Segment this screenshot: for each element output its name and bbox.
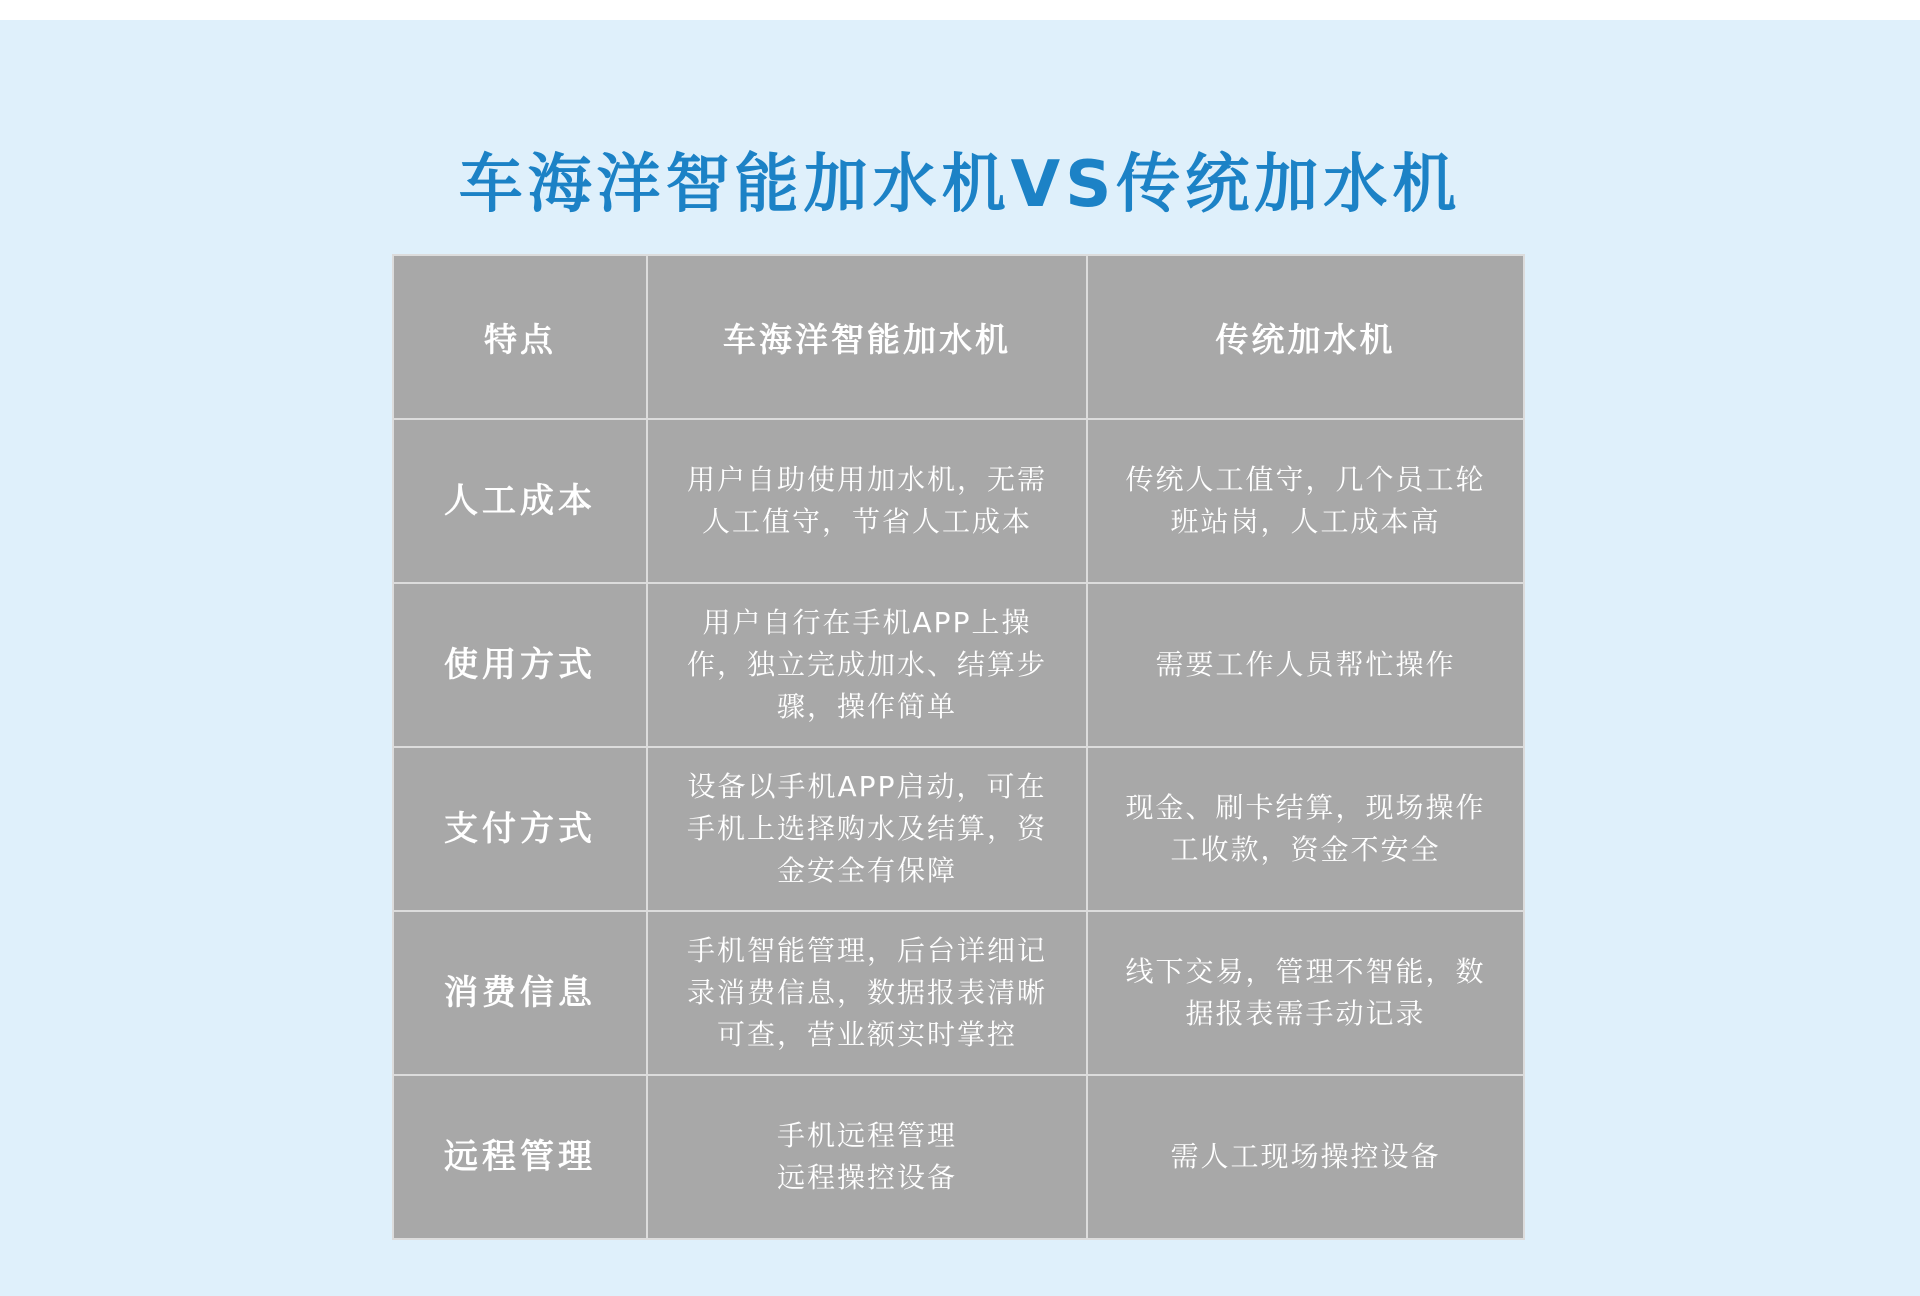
row-feature-label: 远程管理 [393,1075,647,1239]
comparison-table-container [392,254,1523,1240]
cell-text-line: 需人工现场操控设备 [1170,1140,1441,1173]
traditional-cell [1087,1075,1524,1239]
table-row [393,419,1524,583]
cell-text-line: 远程操控设备 [776,1161,957,1194]
table-row [393,1075,1524,1239]
cell-text-line: 工收款，资金不安全 [1170,833,1441,866]
table-row [393,911,1524,1075]
cell-text-line: 设备以手机APP启动，可在 [687,770,1047,803]
smart-cell [647,583,1087,747]
cell-text-line: 作，独立完成加水、结算步 [686,648,1047,681]
smart-cell [647,911,1087,1075]
cell-text-line: 手机智能管理，后台详细记 [686,934,1047,967]
row-feature-label: 支付方式 [393,747,647,911]
cell-text-line: 录消费信息，数据报表清晰 [686,976,1047,1009]
cell-text-line: 用户自行在手机APP上操 [702,606,1032,639]
smart-cell [647,1075,1087,1239]
table-row [393,747,1524,911]
traditional-cell [1087,911,1524,1075]
header-smart-machine: 车海洋智能加水机 [647,255,1087,419]
header-traditional-machine: 传统加水机 [1087,255,1524,419]
row-feature-label: 消费信息 [393,911,647,1075]
cell-text-line: 手机上选择购水及结算，资 [686,812,1047,845]
cell-text-line: 人工值守，节省人工成本 [701,505,1032,538]
cell-text-line: 班站岗，人工成本高 [1170,505,1441,538]
cell-text-line: 需要工作人员帮忙操作 [1155,648,1456,681]
cell-text-line: 现金、刷卡结算，现场操作 [1125,791,1486,824]
cell-text-line: 用户自助使用加水机，无需 [686,463,1047,496]
table-row [393,583,1524,747]
cell-text-line: 可查，营业额实时掌控 [716,1018,1017,1051]
traditional-cell [1087,419,1524,583]
page-title: 车海洋智能加水机VS传统加水机 [458,147,1462,222]
comparison-table [392,254,1525,1240]
cell-text-line: 手机远程管理 [776,1119,957,1152]
traditional-cell [1087,747,1524,911]
table-header-row [393,255,1524,419]
traditional-cell [1087,583,1524,747]
cell-text-line: 传统人工值守，几个员工轮 [1125,463,1486,496]
cell-text-line: 金安全有保障 [776,854,957,887]
cell-text-line: 骤，操作简单 [776,690,957,723]
row-feature-label: 人工成本 [393,419,647,583]
header-feature: 特点 [393,255,647,419]
row-feature-label: 使用方式 [393,583,647,747]
smart-cell [647,419,1087,583]
cell-text-line: 据报表需手动记录 [1185,997,1426,1030]
cell-text-line: 线下交易，管理不智能，数 [1125,955,1486,988]
smart-cell [647,747,1087,911]
